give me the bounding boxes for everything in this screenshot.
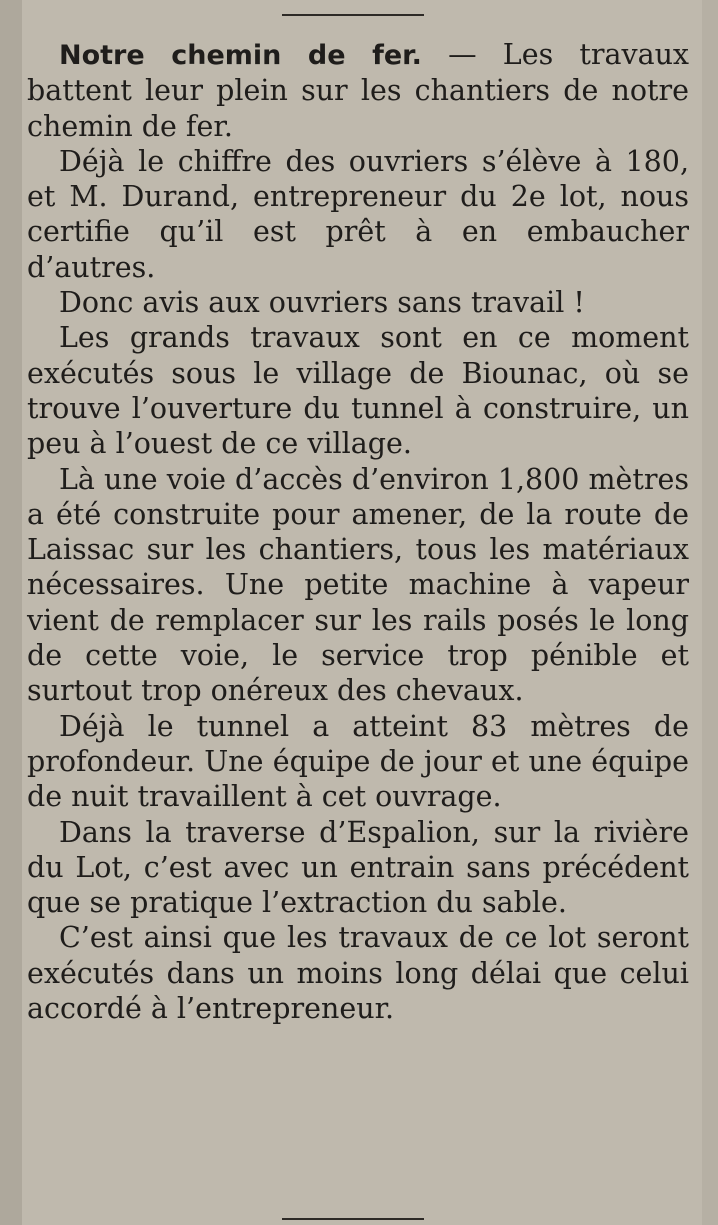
article-paragraph-4: Là une voie d’accès d’environ 1,800 mètres a été construite pour amener, de la route de Laissac sur les chantiers, tous les matériaux nécessaires. Une petite machine à vapeur vient de remplacer sur les rails posés le long de cette voie, le service trop pénible et surtout trop onéreux des chevaux. [27,462,689,708]
article-body [27,37,689,1026]
bottom-separator-rule [282,1218,424,1220]
article-paragraph-5: Déjà le tunnel a atteint 83 mètres de profondeur. Une équipe de jour et une équipe de nuit travaillent à cet ouvrage. [27,709,689,814]
article-headline: Notre chemin de fer. [59,40,422,71]
paper-left-edge [0,0,22,1225]
article-paragraph-3: Les grands travaux sont en ce moment exécutés sous le village de Biounac, où se trouve l’ouverture du tunnel à construire, un peu à l’ouest de ce village. [27,321,689,461]
article-intro-paragraph [27,37,689,144]
article-paragraph-1: Déjà le chiffre des ouvriers s’élève à 180, et M. Durand, entrepreneur du 2e lot, nous certifie qu’il est prêt à en embaucher d’autres. [27,144,689,284]
top-separator-rule [282,14,424,16]
article-paragraph-6: Dans la traverse d’Espalion, sur la rivière du Lot, c’est avec un entrain sans précédent que se pratique l’extraction du sable. [27,815,689,920]
article-intro-text: — Les travaux battent leur plein sur les chantiers de notre chemin de fer. [27,38,690,143]
paper-right-edge [702,0,718,1225]
article-paragraph-2: Donc avis aux ouvriers sans travail ! [59,286,585,320]
article-paragraph-7: C’est ainsi que les travaux de ce lot seront exécutés dans un moins long délai que celui accordé à l’entrepreneur. [27,921,689,1026]
